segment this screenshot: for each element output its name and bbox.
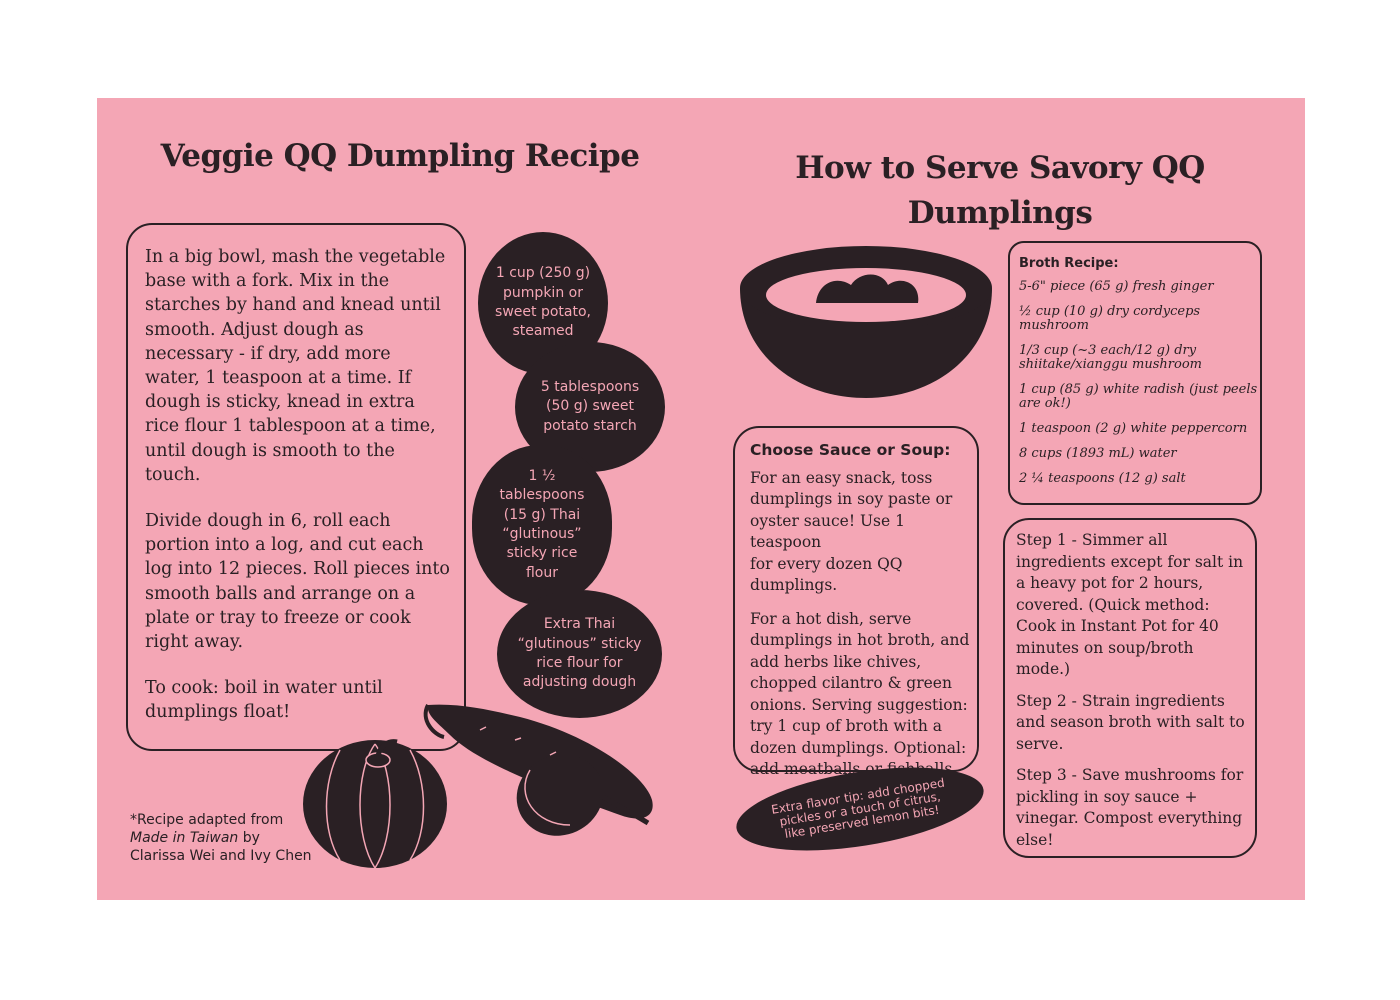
ingredient-potato-starch: 5 tablespoons (50 g) sweet potato starch [515, 342, 665, 472]
credit-line-2 [130, 829, 312, 847]
sauce-paragraph-hot-dish: For a hot dish, serve dumplings in hot broth, and add herbs like chives, chopped cilantro & green onions. Serving suggestion: try 1 cup of broth with a dozen dumplings. Optional: add meatballs [750, 609, 970, 778]
instruction-paragraph-cook: To cook: boil in water until dumplings float! [145, 678, 383, 723]
broth-item: 8 cups (1893 mL) water [1019, 446, 1177, 461]
credit-by: by [238, 830, 260, 846]
broth-item: 1 teaspoon (2 g) white peppercorn [1019, 421, 1248, 436]
credit-line-3: Clarissa Wei and Ivy Chen [130, 848, 312, 864]
sauce-paragraph-snack: For an easy snack, toss dumplings in soy paste or oyster sauce! Use 1 teaspoon for every dozen QQ dumplings. [750, 468, 953, 594]
flavor-tip-text: Extra flavor tip: add chopped pickles or a touch of citrus, like preserved lemon bits! [770, 775, 946, 841]
broth-item: ½ cup (10 g) dry cordyceps mushroom [1019, 304, 1201, 333]
instruction-paragraph-mix: In a big bowl, mash the vegetable base with a fork. Mix in the starches by hand and knead until smooth. Adjust dough as necessary - if dry, add more water, 1 teaspoon at a time. If dough is sticky, knead in extra rice flour 1 tablespoon at a time, until dough is smooth to the touch. [145, 247, 446, 485]
steps-box [1003, 518, 1257, 858]
credit-book: Made in Taiwan [130, 830, 239, 846]
broth-item: 1 cup (85 g) white radish (just peels are ok!) [1019, 382, 1258, 411]
broth-recipe-box [1008, 241, 1262, 505]
sweet-potato-icon [420, 695, 665, 855]
step-3: Step 3 - Save mushrooms for pickling in soy sauce + vinegar. Compost everything else! [1016, 766, 1244, 849]
broth-item: 2 ¼ teaspoons (12 g) salt [1019, 471, 1186, 486]
ingredient-extra-flour: Extra Thai “glutinous” sticky rice flour for adjusting dough [497, 590, 662, 718]
ingredient-pumpkin: 1 cup (250 g) pumpkin or sweet potato, steamed [478, 232, 608, 374]
credit-line-1: *Recipe adapted from [130, 812, 284, 828]
sauce-heading: Choose Sauce or Soup: [750, 441, 951, 459]
serve-title: How to Serve Savory QQ Dumplings [795, 150, 1205, 231]
bowl-icon [736, 243, 996, 403]
broth-heading: Broth Recipe: [1019, 256, 1119, 271]
instructions-box [126, 223, 466, 751]
broth-item: 1/3 cup (~3 each/12 g) dry shiitake/xianggu mushroom [1019, 343, 1202, 372]
step-1: Step 1 - Simmer all ingredients except for salt in a heavy pot for 2 hours, covered. (Quick method: Cook in Instant Pot for 40 minutes on soup/broth mode.) [1016, 531, 1244, 678]
recipe-credit [130, 811, 312, 865]
broth-item: 5-6" piece (65 g) fresh ginger [1019, 279, 1214, 294]
sauce-soup-box [733, 426, 979, 778]
instruction-paragraph-shape: Divide dough in 6, roll each portion into a log, and cut each log into 12 pieces. Roll pieces into smooth balls and arrange on a plate or tray to freeze or cook right away. [145, 511, 450, 653]
recipe-title: Veggie QQ Dumpling Recipe [160, 138, 640, 174]
ingredient-rice-flour: 1 ½ tablespoons (15 g) Thai “glutinous” sticky rice flour [472, 445, 612, 605]
step-2: Step 2 - Strain ingredients and season broth with salt to serve. [1016, 691, 1245, 753]
